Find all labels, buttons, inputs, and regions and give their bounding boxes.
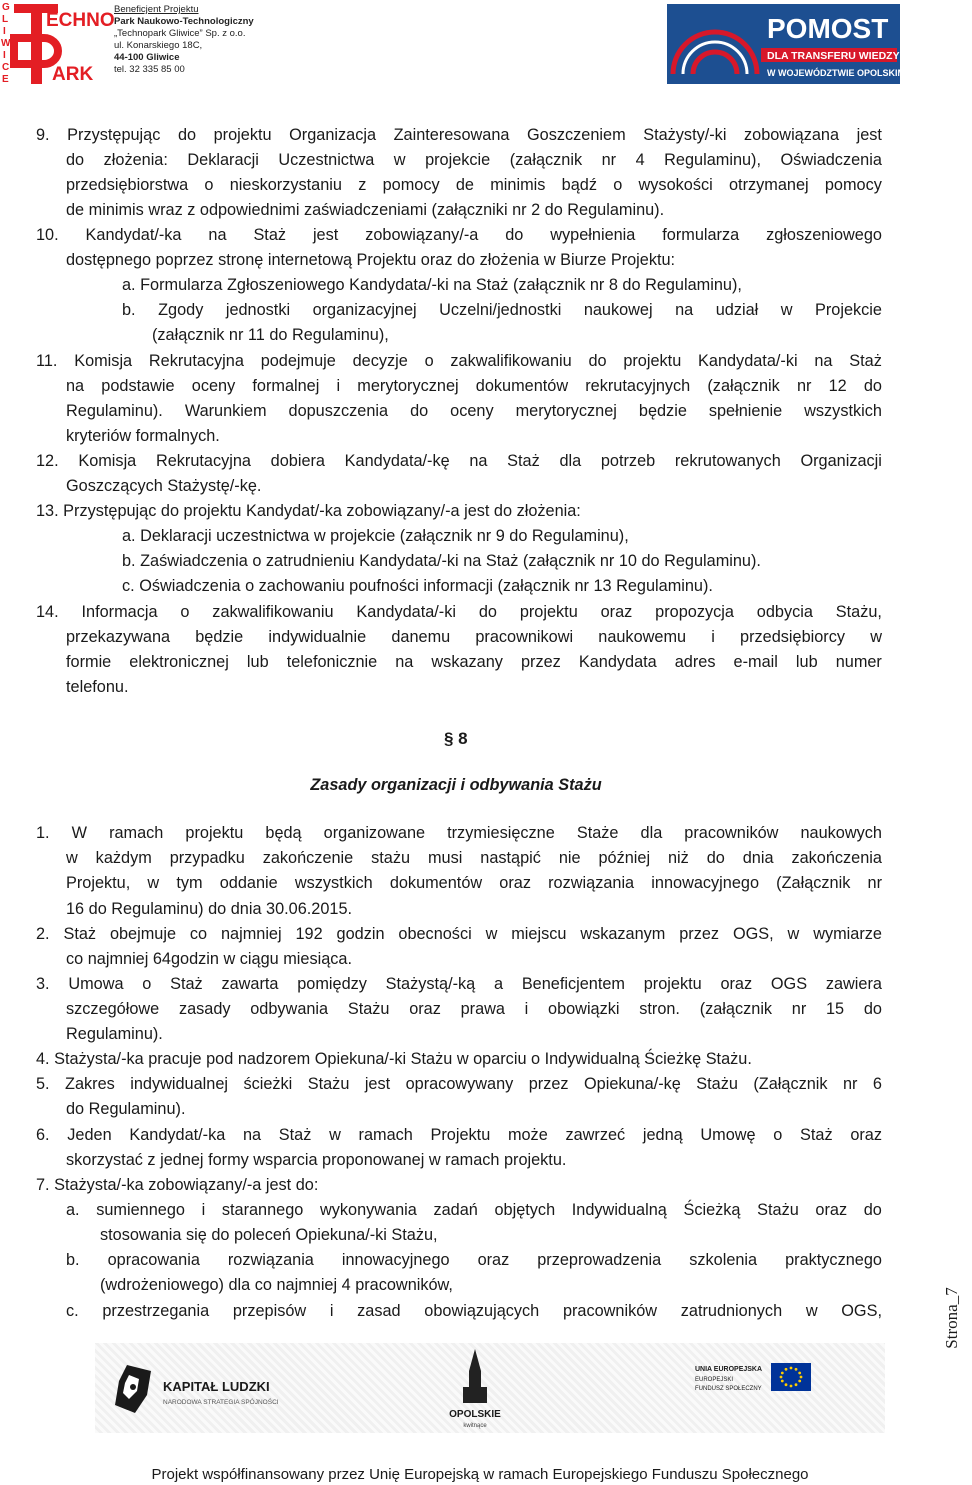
eu-title: UNIA EUROPEJSKA [695,1366,763,1373]
opolskie-tagline: kwitnące [463,1423,487,1429]
text-line: c. Oświadczenia o zachowaniu poufności informacji (załącznik nr 13 Regulaminu). [122,577,713,595]
text-line: 13. Przystępując do projektu Kandydat/-ka zobowiązany/-a jest do złożenia: [36,502,581,520]
text-line: 6. Jeden Kandydat/-ka na Staż w ramach Projektu może zawrzeć jedną Umowę o Staż oraz [36,1126,882,1144]
text-line: 16 do Regulaminu) do dnia 30.06.2015. [66,900,353,918]
opolskie-tower-icon [463,1349,487,1403]
footer-logo-band [95,1343,885,1433]
text-line: telefonu. [66,678,129,696]
text-line: na podstawie oceny formalnej i merytorycznej dokumentów rekrutacyjnych (załącznik nr 12 do [66,377,882,395]
pomost-subtitle: DLA TRANSFERU WIEDZY [767,50,900,62]
text-line: 3. Umowa o Staż zawarta pomiędzy Stażystą/-ką a Beneficjentem projektu oraz OGS zawiera [36,975,882,993]
techno-letter: G [2,2,10,13]
text-line: a. sumiennego i starannego wykonywania zadań objętych Indywidualną Ścieżką Stażu oraz do [66,1201,882,1219]
text-line: Regulaminu). [66,1025,163,1043]
text-line: 11. Komisja Rekrutacyjna podejmuje decyzje o zakwalifikowaniu do projektu Kandydata/-ki na Staż [36,352,882,370]
kapital-star-icon [115,1365,151,1413]
text-line: 14. Informacja o zakwalifikowaniu Kandydata/-ki do projektu oraz propozycja odbycia Stażu, [36,603,882,621]
eu-fund: EUROPEJSKI [695,1377,734,1383]
text-line: Goszczących Stażystę/-kę. [66,477,262,495]
section-number: § 8 [444,729,468,748]
text-line: Regulaminu). Warunkiem dopuszczenia do oceny merytorycznej będzie spełnienie wszystkich [66,402,882,420]
text-line: przekazywana będzie indywidualnie danemu pracownikowi naukowemu i przedsiębiorcy w [66,628,882,646]
beneficiary-company: „Technopark Gliwice” Sp. z o.o. [114,28,246,39]
text-line: 12. Komisja Rekrutacyjna dobiera Kandydata/-kę na Staż dla potrzeb rekrutowanych Organizacji [36,452,882,470]
beneficiary-city: 44-100 Gliwice [114,52,180,63]
text-line: a. Deklaracji uczestnictwa w projekcie (załącznik nr 9 do Regulaminu), [122,527,629,545]
techno-letter: I [3,50,6,61]
eu-flag-icon [771,1363,811,1391]
text-line: (wdrożeniowego) dla co najmniej 4 pracowników, [100,1276,453,1294]
techno-vertical-letters [1,2,11,85]
text-line: skorzystać z jednej formy wsparcia proponowanej w ramach projektu. [66,1151,567,1169]
techno-letter: L [2,14,9,25]
text-line: Projektu, w tym oddanie wszystkich dokumentów oraz rozwiązania innowacyjnego (Załącznik nr [66,874,882,892]
text-line: b. Zgody jednostki organizacyjnej Uczelni/jednostki naukowej na udział w Projekcie [122,301,882,319]
cofinancing-note: Projekt współfinansowany przez Unię Europejską w ramach Europejskiego Funduszu Społecznego [151,1466,809,1483]
techno-letter: W [1,38,11,49]
text-line: przedsiębiorstwa o nieskorzystaniu z pomocy de minimis bądź o wysokości otrzymanej pomocy [66,176,882,194]
beneficiary-street: ul. Konarskiego 18C, [114,40,203,51]
text-line: w każdym przypadku zakończenie stażu musi nastąpić nie później niż do dnia zakończenia [66,849,882,867]
page-number-text: Strona_7 [942,1287,961,1349]
text-line: a. Formularza Zgłoszeniowego Kandydata/-ki na Staż (załącznik nr 8 do Regulaminu), [122,276,742,294]
technopark-logo [0,0,115,85]
kapital-title: KAPITAŁ LUDZKI [163,1379,270,1394]
text-line: 7. Stażysta/-ka zobowiązany/-a jest do: [36,1176,319,1194]
opolskie-logo [445,1347,505,1431]
text-line: de minimis wraz z odpowiednimi zaświadczeniami (załączniki nr 2 do Regulaminu). [66,201,665,219]
beneficiary-phone: tel. 32 335 85 00 [114,64,185,75]
text-line: formie elektronicznej lub telefonicznie na wskazany przez Kandydata adres e-mail lub numer [66,653,882,671]
text-line: c. przestrzegania przepisów i zasad obowiązujących pracowników zatrudnionych w OGS, [66,1302,882,1320]
techno-letter: I [3,26,6,37]
page-number-label [932,1268,972,1368]
text-line: 1. W ramach projektu będą organizowane trzymiesięczne Staże dla pracowników naukowych [36,824,882,842]
beneficiary-label: Beneficjent Projektu [114,4,199,15]
text-line: do Regulaminu). [66,1100,186,1118]
page-header [0,0,960,95]
pomost-logo [667,4,905,84]
beneficiary-info [114,4,254,76]
text-line: b. opracowania rozwiązania innowacyjnego oraz przeprowadzenia szkolenia praktycznego [66,1251,882,1269]
kapital-subtitle: NARODOWA STRATEGIA SPÓJNOŚCI [163,1399,279,1406]
techno-letter: E [2,74,9,85]
section-title: Zasady organizacji i odbywania Stażu [310,776,602,794]
techno-word-bottom: ARK [52,64,94,85]
text-line: szczegółowe zasady odbywania Stażu oraz prawa i obowiązki stron. (załącznik nr 15 do [66,1000,882,1018]
text-line: 10. Kandydat/-ka na Staż jest zobowiązany/-a do wypełnienia formularza zgłoszeniowego [36,226,882,244]
text-line: kryteriów formalnych. [66,427,220,445]
text-line: 4. Stażysta/-ka pracuje pod nadzorem Opiekuna/-ki Stażu w oparciu o Indywidualną Ścieżkę Stażu. [36,1050,752,1068]
kapital-ludzki-logo [107,1361,317,1417]
text-line: dostępnego poprzez stronę internetową Projektu oraz do złożenia w Biurze Projektu: [66,251,676,269]
text-line: b. Zaświadczenia o zatrudnieniu Kandydata/-ki na Staż (załącznik nr 10 do Regulaminu). [122,552,761,570]
text-line: do złożenia: Deklaracji Uczestnictwa w projekcie (załącznik nr 4 Regulaminu), Oświadczenia [66,151,882,169]
text-line: 5. Zakres indywidualnej ścieżki Stażu jest opracowywany przez Opiekuna/-kę Stażu (Załącznik nr 6 [36,1075,882,1093]
techno-word-top: ECHNO [46,10,115,31]
techno-letter: C [2,62,10,73]
eu-fund2: FUNDUSZ SPOŁECZNY [695,1386,762,1392]
eu-logo [695,1361,815,1417]
pomost-region: W WOJEWÓDZTWIE OPOLSKIM [767,68,905,78]
text-line: co najmniej 64godzin w ciągu miesiąca. [66,950,352,968]
text-line: 9. Przystępując do projektu Organizacja Zainteresowana Goszczeniem Stażysty/-ki zobowiązana jest [36,126,882,144]
text-line: stosowania się do poleceń Opiekuna/-ki Stażu, [100,1226,438,1244]
opolskie-name: OPOLSKIE [449,1409,501,1420]
text-line: 2. Staż obejmuje co najmniej 192 godzin obecności w miejscu wskazanym przez OGS, w wymiarze [36,925,882,943]
beneficiary-name: Park Naukowo-Technologiczny [114,16,254,27]
text-line: (załącznik nr 11 do Regulaminu), [152,326,389,344]
pomost-title: POMOST [767,13,889,44]
